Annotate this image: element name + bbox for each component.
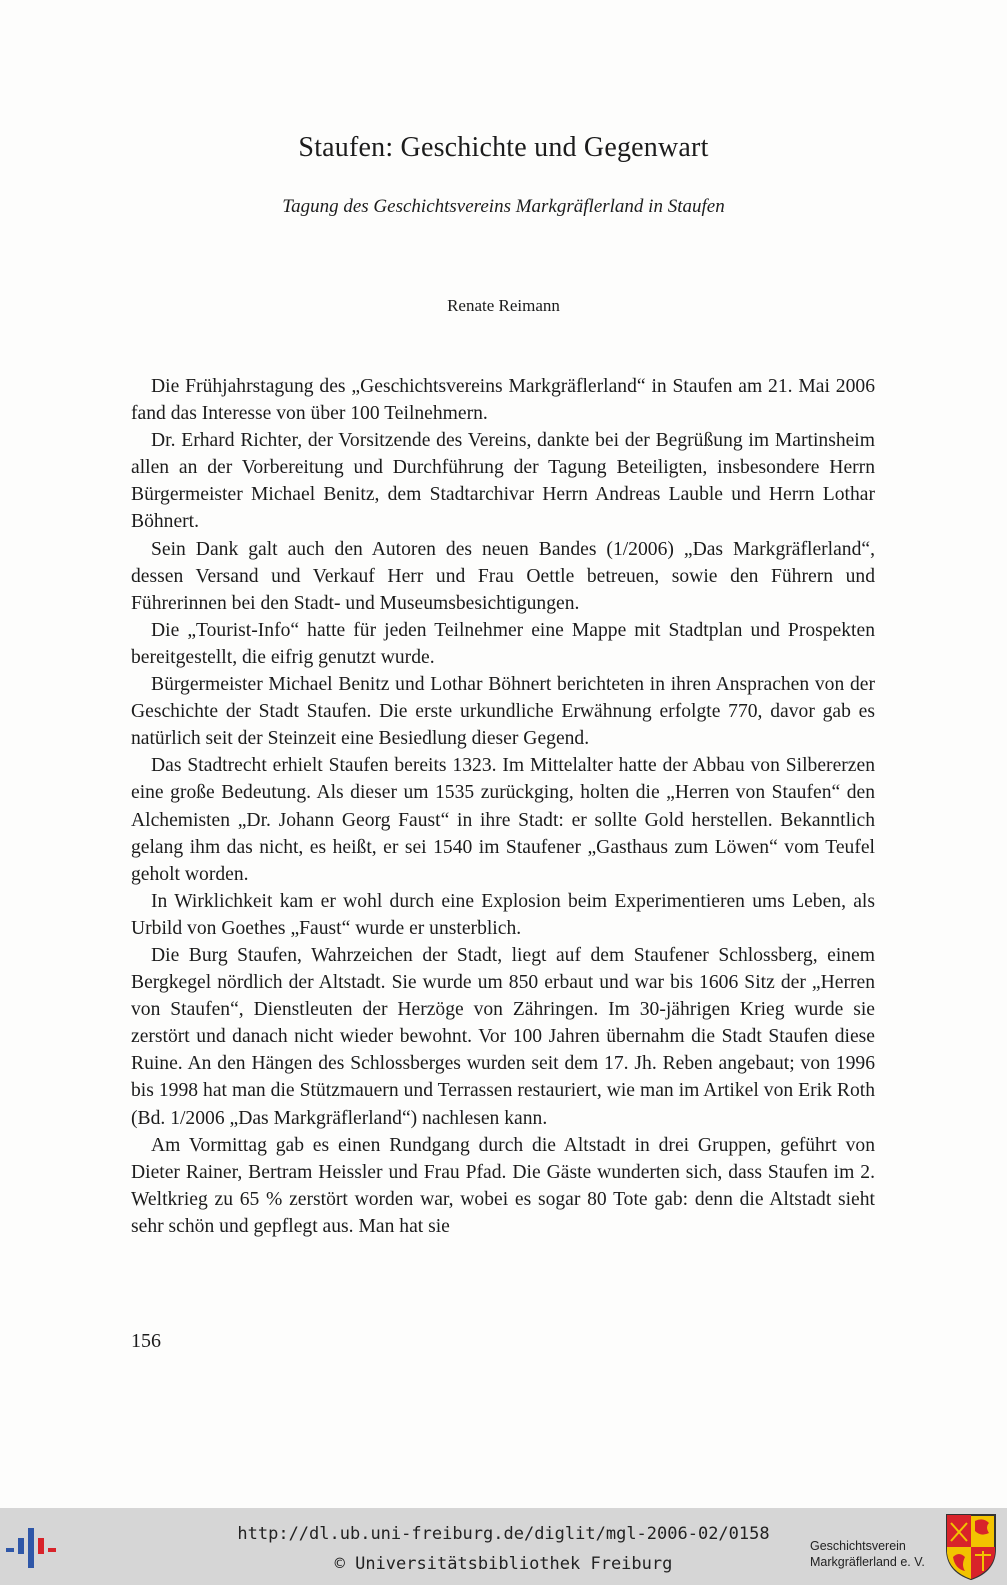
paragraph: Die „Tourist-Info“ hatte für jeden Teilnehmer eine Mappe mit Stadtplan und Prospekten bereitgestellt, die eifrig genutzt wurde.: [131, 619, 875, 668]
article-subtitle: Tagung des Geschichtsvereins Markgräflerland in Staufen: [282, 196, 725, 217]
article-body: [131, 373, 875, 1240]
society-name: [810, 1538, 940, 1570]
coat-of-arms-icon[interactable]: [945, 1513, 997, 1581]
page-number: 156: [131, 1330, 161, 1352]
copyright-text: © Universitätsbibliothek Freiburg: [334, 1554, 673, 1574]
paragraph: Die Frühjahrstagung des „Geschichtsvereins Markgräflerland“ in Staufen am 21. Mai 2006 fand das Interesse von über 100 Teilnehmern.: [131, 376, 875, 425]
article-author: Renate Reimann: [447, 296, 560, 315]
paragraph: Dr. Erhard Richter, der Vorsitzende des Vereins, dankte bei der Begrüßung im Martinsheim allen an der Vorbereitung und Durchführung der Tagung Beteiligten, insbesondere Herrn Bürgermeister Michael Benitz, dem Stadtarchivar Herrn Andreas Lauble und Herrn Lothar Böhnert.: [131, 430, 875, 533]
document-url-link[interactable]: http://dl.ub.uni-freiburg.de/diglit/mgl-2006-02/0158: [237, 1524, 770, 1544]
society-line-1: Geschichtsverein: [810, 1539, 906, 1553]
paragraph: Die Burg Staufen, Wahrzeichen der Stadt, liegt auf dem Staufener Schlossberg, einem Bergkegel nördlich der Altstadt. Sie wurde um 850 erbaut und war bis 1606 Sitz der „Herren von Staufen“, Dienstleuten der Herzöge von Zähringen. Im 30-jährigen Krieg wurde sie zerstört und danach nicht wieder bewohnt. Vor 100 Jahren übernahm die Stadt Staufen diese Ruine. An den Hängen des Schlossberges wurden seit dem 17. Jh. Reben angebaut; von 1996 bis 1998 hat man die Stützmauern und Terrassen restauriert, wie man im Artikel von Erik Roth (Bd. 1/2006 „Das Markgräflerland“) nachlesen kann.: [131, 944, 875, 1129]
paragraph: Bürgermeister Michael Benitz und Lothar Böhnert berichteten in ihren Ansprachen von der Geschichte der Stadt Staufen. Die erste urkundliche Erwähnung erfolgte 770, davor gab es natürlich seit der Steinzeit eine Besiedlung dieser Gegend.: [131, 674, 875, 750]
article-title: Staufen: Geschichte und Gegenwart: [298, 132, 709, 163]
society-line-2: Markgräflerland e. V.: [810, 1555, 925, 1569]
footer-bar: [0, 1508, 1007, 1585]
paragraph: Am Vormittag gab es einen Rundgang durch die Altstadt in drei Gruppen, geführt von Dieter Rainer, Bertram Heissler und Frau Pfad. Die Gäste wunderten sich, dass Staufen im 2. Weltkrieg zu 65 % zerstört worden war, wobei es sogar 80 Tote gab: denn die Altstadt sieht sehr schön und gepflegt aus. Man hat sie: [131, 1134, 875, 1237]
paragraph: Das Stadtrecht erhielt Staufen bereits 1323. Im Mittelalter hatte der Abbau von Silbererzen eine große Bedeutung. Als dieser um 1535 zurückging, holten die „Herren von Staufen“ den Alchemisten „Dr. Johann Georg Faust“ in ihre Stadt: er sollte Gold herstellen. Bekanntlich gelang ihm das nicht, es heißt, er sei 1540 im Staufener „Gasthaus zum Löwen“ vom Teufel geholt worden.: [131, 755, 875, 885]
paragraph: Sein Dank galt auch den Autoren des neuen Bandes (1/2006) „Das Markgräflerland“, dessen Versand und Verkauf Herr und Frau Oettle betreuen, sowie den Führern und Führerinnen bei den Stadt- und Museumsbesichtigungen.: [131, 538, 875, 614]
paragraph: In Wirklichkeit kam er wohl durch eine Explosion beim Experimentieren ums Leben, als Urbild von Goethes „Faust“ wurde er unsterblich.: [131, 890, 875, 939]
